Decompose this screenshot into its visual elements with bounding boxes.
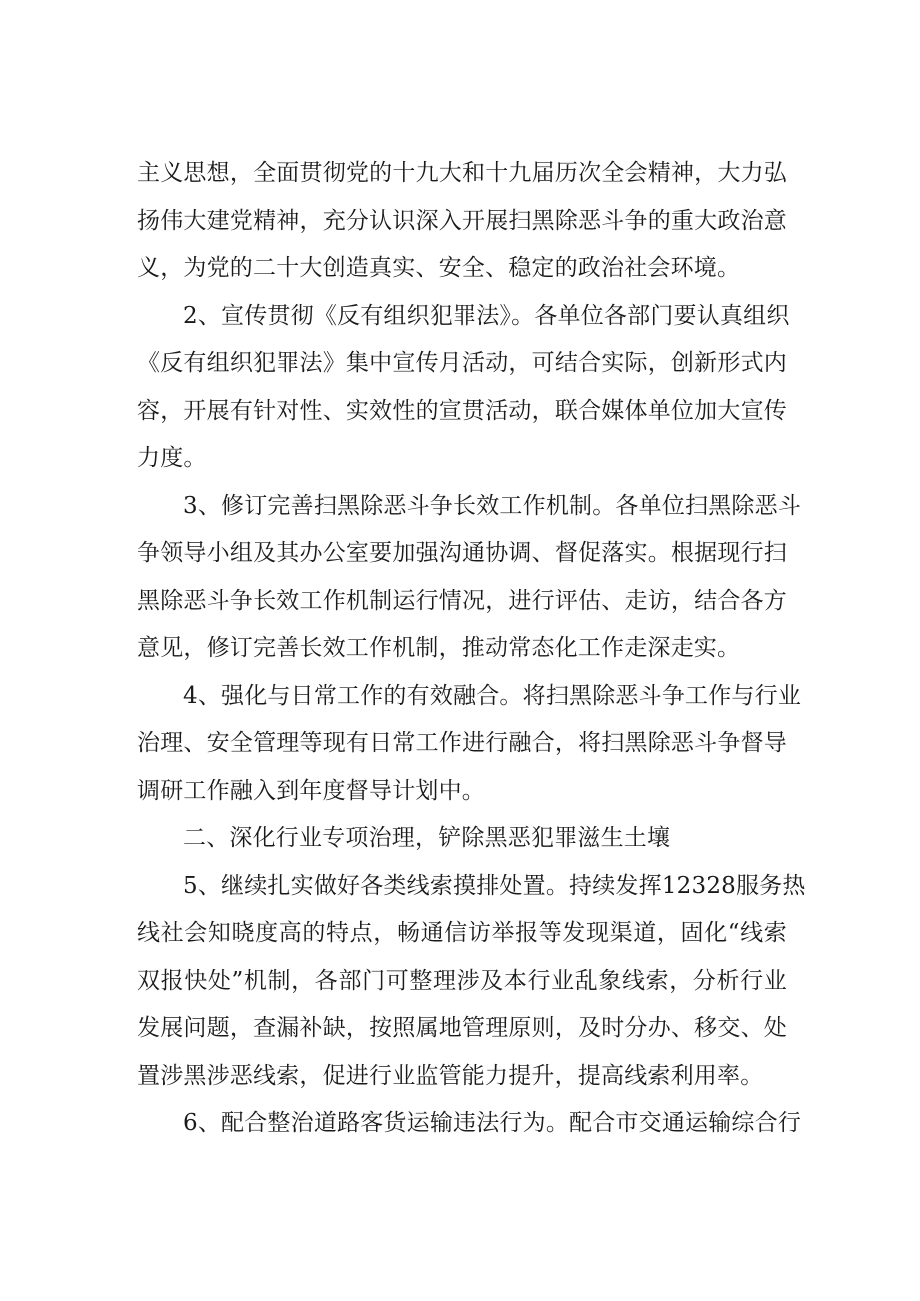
body-text [137,150,806,1148]
text-line: 线社会知晓度高的特点，畅通信访举报等发现渠道，固化“线索 [137,920,787,946]
text-line: 意见，修订完善长效工作机制，推动常态化工作走深走实。 [137,635,741,661]
text-line: 调研工作融入到年度督导计划中。 [137,777,485,804]
text-line: 发展问题，查漏补缺，按照属地管理原则，及时分办、移交、处 [137,1015,787,1041]
paragraph-2-heading-line: 2、宣传贯彻《反有组织犯罪法》。各单位各部门要认真组织 [183,302,790,329]
text-line: 容，开展有针对性、实效性的宣贯活动，联合媒体单位加大宣传 [137,397,787,424]
paragraph-5-heading-line: 5、继续扎实做好各类线索摸排处置。持续发挥12328服务热 [183,872,806,899]
text-line: 争领导小组及其办公室要加强沟通协调、督促落实。根据现行扫 [137,540,787,566]
section-heading: 二、深化行业专项治理，铲除黑恶犯罪滋生土壤 [183,825,671,851]
text-line: 扬伟大建党精神，充分认识深入开展扫黑除恶斗争的重大政治意 [137,207,787,234]
text-line: 义，为党的二十大创造真实、安全、稳定的政治社会环境。 [137,255,741,281]
paragraph-4-heading-line: 4、强化与日常工作的有效融合。将扫黑除恶斗争工作与行业 [183,682,802,709]
text-line: 置涉黑涉恶线索，促进行业监管能力提升，提高线索利用率。 [137,1062,764,1089]
text-line: 双报快处”机制，各部门可整理涉及本行业乱象线索，分析行业 [137,967,787,994]
paragraph-6-heading-line: 6、配合整治道路客货运输违法行为。配合市交通运输综合行 [183,1110,802,1136]
text-line: 治理、安全管理等现有日常工作进行融合，将扫黑除恶斗争督导 [137,730,787,756]
paragraph-3-heading-line: 3、修订完善扫黑除恶斗争长效工作机制。各单位扫黑除恶斗 [183,492,802,519]
text-line: 力度。 [137,445,207,471]
text-line: 黑除恶斗争长效工作机制运行情况，进行评估、走访，结合各方 [137,587,787,614]
text-line: 《反有组织犯罪法》集中宣传月活动，可结合实际，创新形式内 [137,350,787,376]
text-line: 主义思想，全面贯彻党的十九大和十九届历次全会精神，大力弘 [137,160,787,186]
